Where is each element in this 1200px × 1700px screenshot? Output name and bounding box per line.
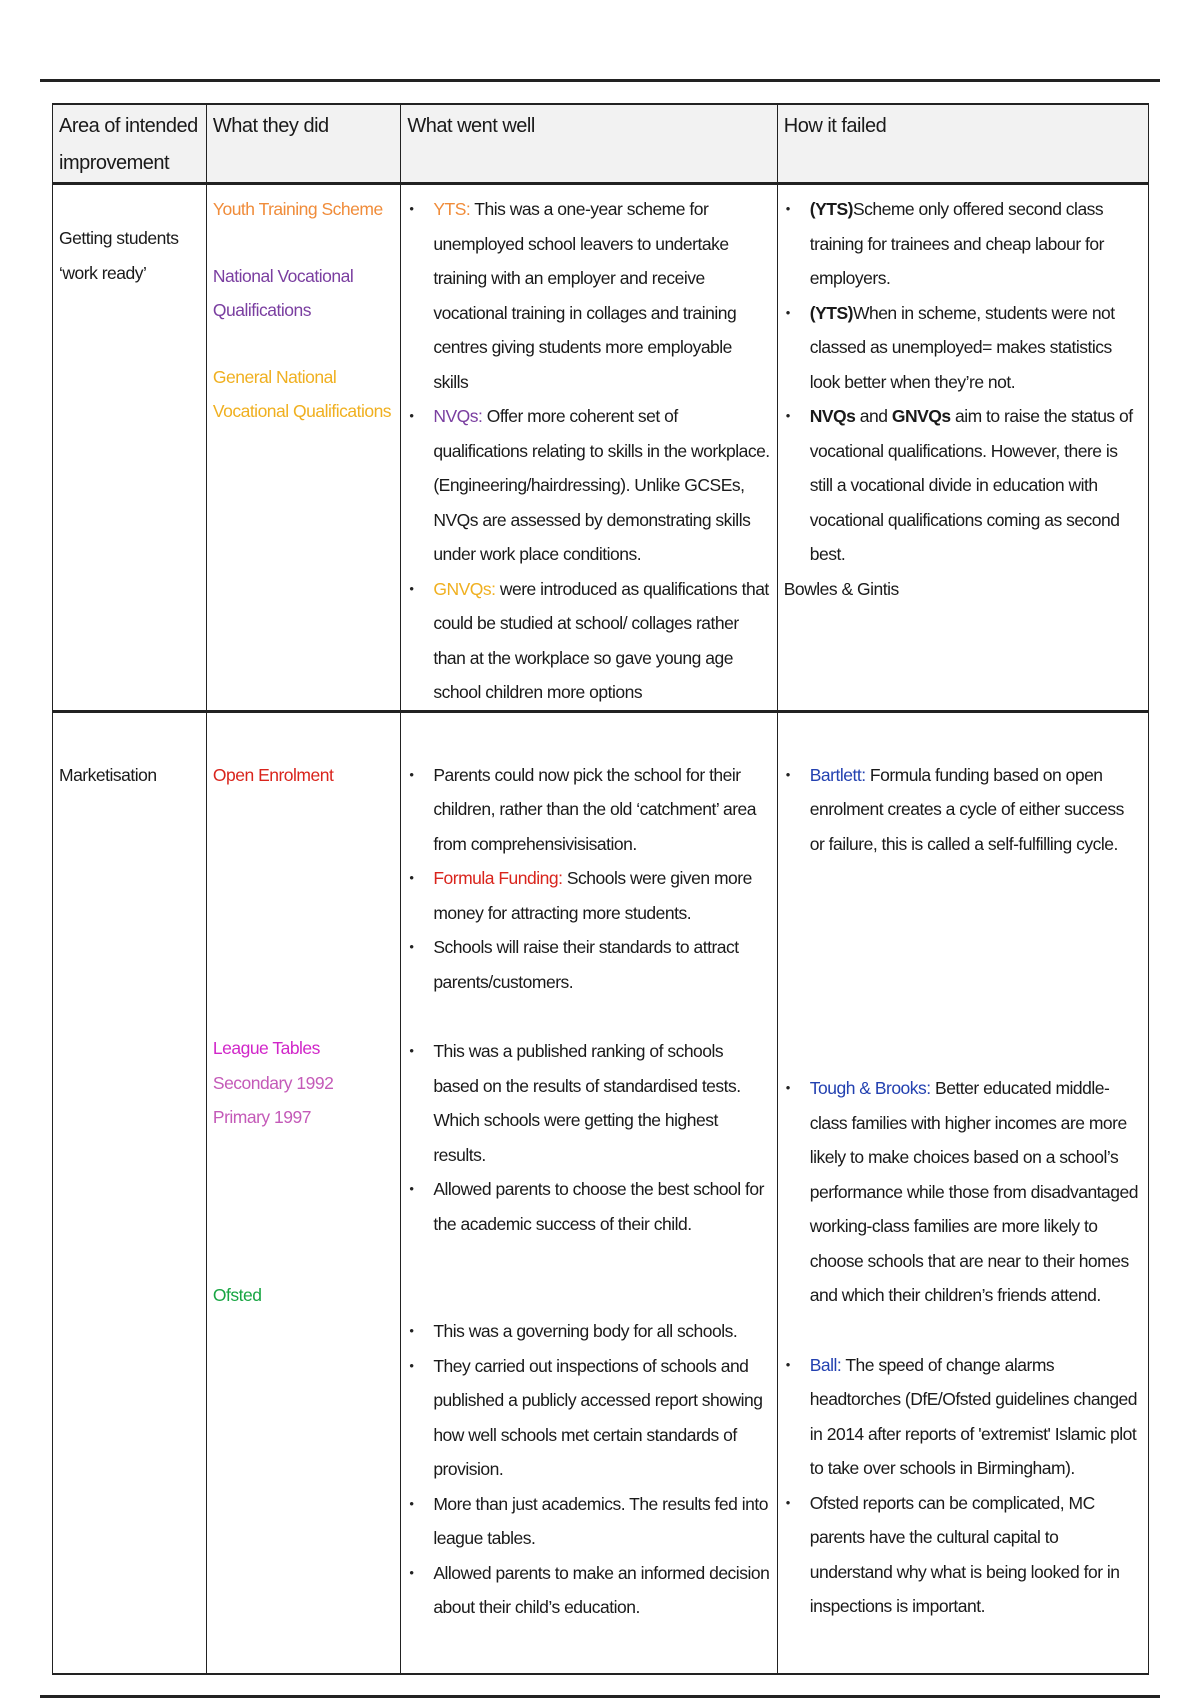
row-work-ready — [53, 184, 1149, 712]
did-cell — [206, 711, 400, 1674]
footer-rule — [40, 1695, 1160, 1698]
list-item: • (YTS)Scheme only offered second class training for trainees and cheap labour for employers. — [810, 192, 1142, 296]
well-cell — [401, 184, 777, 712]
list-item: • YTS: This was a one-year scheme for unemployed school leavers to undertake training with an employer and receive vocational training in collages and training centres giving students more employable skills — [433, 192, 770, 399]
did-gnvq: General National Vocational Qualifications — [212, 366, 392, 421]
list-item: • (YTS)When in scheme, students were not classed as unemployed= makes statistics look better when they’re not. — [810, 296, 1142, 400]
area-label: Marketisation — [59, 764, 157, 785]
did-nvq: National Vocational Qualifications — [212, 265, 354, 320]
list-item: • Ball: The speed of change alarms headtorches (DfE/Ofsted guidelines changed in 2014 after reports of 'extremist' Islamic plot to take over schools in Birmingham). — [810, 1348, 1142, 1486]
did-ofsted: Ofsted — [212, 1284, 262, 1305]
header-area: Area of intended improvement — [53, 104, 207, 184]
list-item: • This was a governing body for all schools. — [433, 1314, 770, 1349]
header-failed: How it failed — [777, 104, 1148, 184]
did-open-enrolment: Open Enrolment — [212, 764, 334, 785]
list-item: • Schools will raise their standards to attract parents/customers. — [433, 930, 770, 999]
list-item: • Bartlett: Formula funding based on open enrolment creates a cycle of either success or failure, this is called a self-fulfilling cycle. — [810, 758, 1142, 862]
list-item: • This was a published ranking of schools based on the results of standardised tests. Which schools were getting the highest results. — [433, 1034, 770, 1172]
area-label: Getting students ‘work ready’ — [59, 228, 179, 283]
header-rule — [40, 79, 1160, 82]
header-did: What they did — [206, 104, 400, 184]
header-well: What went well — [401, 104, 777, 184]
well-league-tables — [407, 1034, 770, 1241]
comparison-table — [52, 103, 1149, 1675]
did-league-secondary: Secondary 1992 — [212, 1072, 334, 1093]
did-yts: Youth Training Scheme — [212, 199, 383, 219]
list-item: • Tough & Brooks: Better educated middle-class families with higher incomes are more likely to make choices based on a school’s performance while those from disadvantaged working-class families are more likely to choose schools that are near to their homes and which their children’s friends attend. — [810, 1071, 1142, 1313]
failed-open-enrolment — [784, 758, 1142, 862]
area-cell — [53, 711, 207, 1674]
failed-note: Bowles & Gintis — [783, 578, 899, 599]
list-item: • Allowed parents to make an informed decision about their child’s education. — [433, 1556, 770, 1625]
list-item: • More than just academics. The results fed into league tables. — [433, 1487, 770, 1556]
list-item: • Ofsted reports can be complicated, MC parents have the cultural capital to understand why what is being looked for in inspections is important. — [810, 1486, 1142, 1624]
list-item: • Formula Funding: Schools were given more money for attracting more students. — [433, 861, 770, 930]
did-cell — [206, 184, 400, 712]
list-item: • NVQs and GNVQs aim to raise the status of vocational qualifications. However, there is still a vocational divide in education with vocational qualifications coming as second best. — [810, 399, 1142, 572]
did-league-tables: League Tables — [212, 1038, 320, 1058]
row-marketisation — [53, 711, 1149, 1674]
list-item: • NVQs: Offer more coherent set of qualifications relating to skills in the workplace. (Engineering/hairdressing). Unlike GCSEs, NVQs are assessed by demonstrating skills under work place conditions. — [433, 399, 770, 572]
well-ofsted — [407, 1314, 770, 1625]
well-cell — [401, 711, 777, 1674]
list-item: • GNVQs: were introduced as qualifications that could be studied at school/ collages rather than at the workplace so gave young age school children more options — [433, 572, 770, 710]
failed-cell — [777, 711, 1148, 1674]
did-league-primary: Primary 1997 — [212, 1107, 311, 1127]
list-item: • They carried out inspections of schools and published a publicly accessed report showing how well schools met certain standards of provision. — [433, 1349, 770, 1487]
list-item: • Allowed parents to choose the best school for the academic success of their child. — [433, 1172, 770, 1241]
list-item: • Parents could now pick the school for their children, rather than the old ‘catchment’ area from comprehensivisisation. — [433, 758, 770, 862]
header-row — [53, 104, 1149, 184]
well-open-enrolment — [407, 758, 770, 1000]
failed-cell — [777, 184, 1148, 712]
failed-league-tables — [784, 1071, 1142, 1313]
area-cell — [53, 184, 207, 712]
failed-ofsted — [784, 1348, 1142, 1624]
